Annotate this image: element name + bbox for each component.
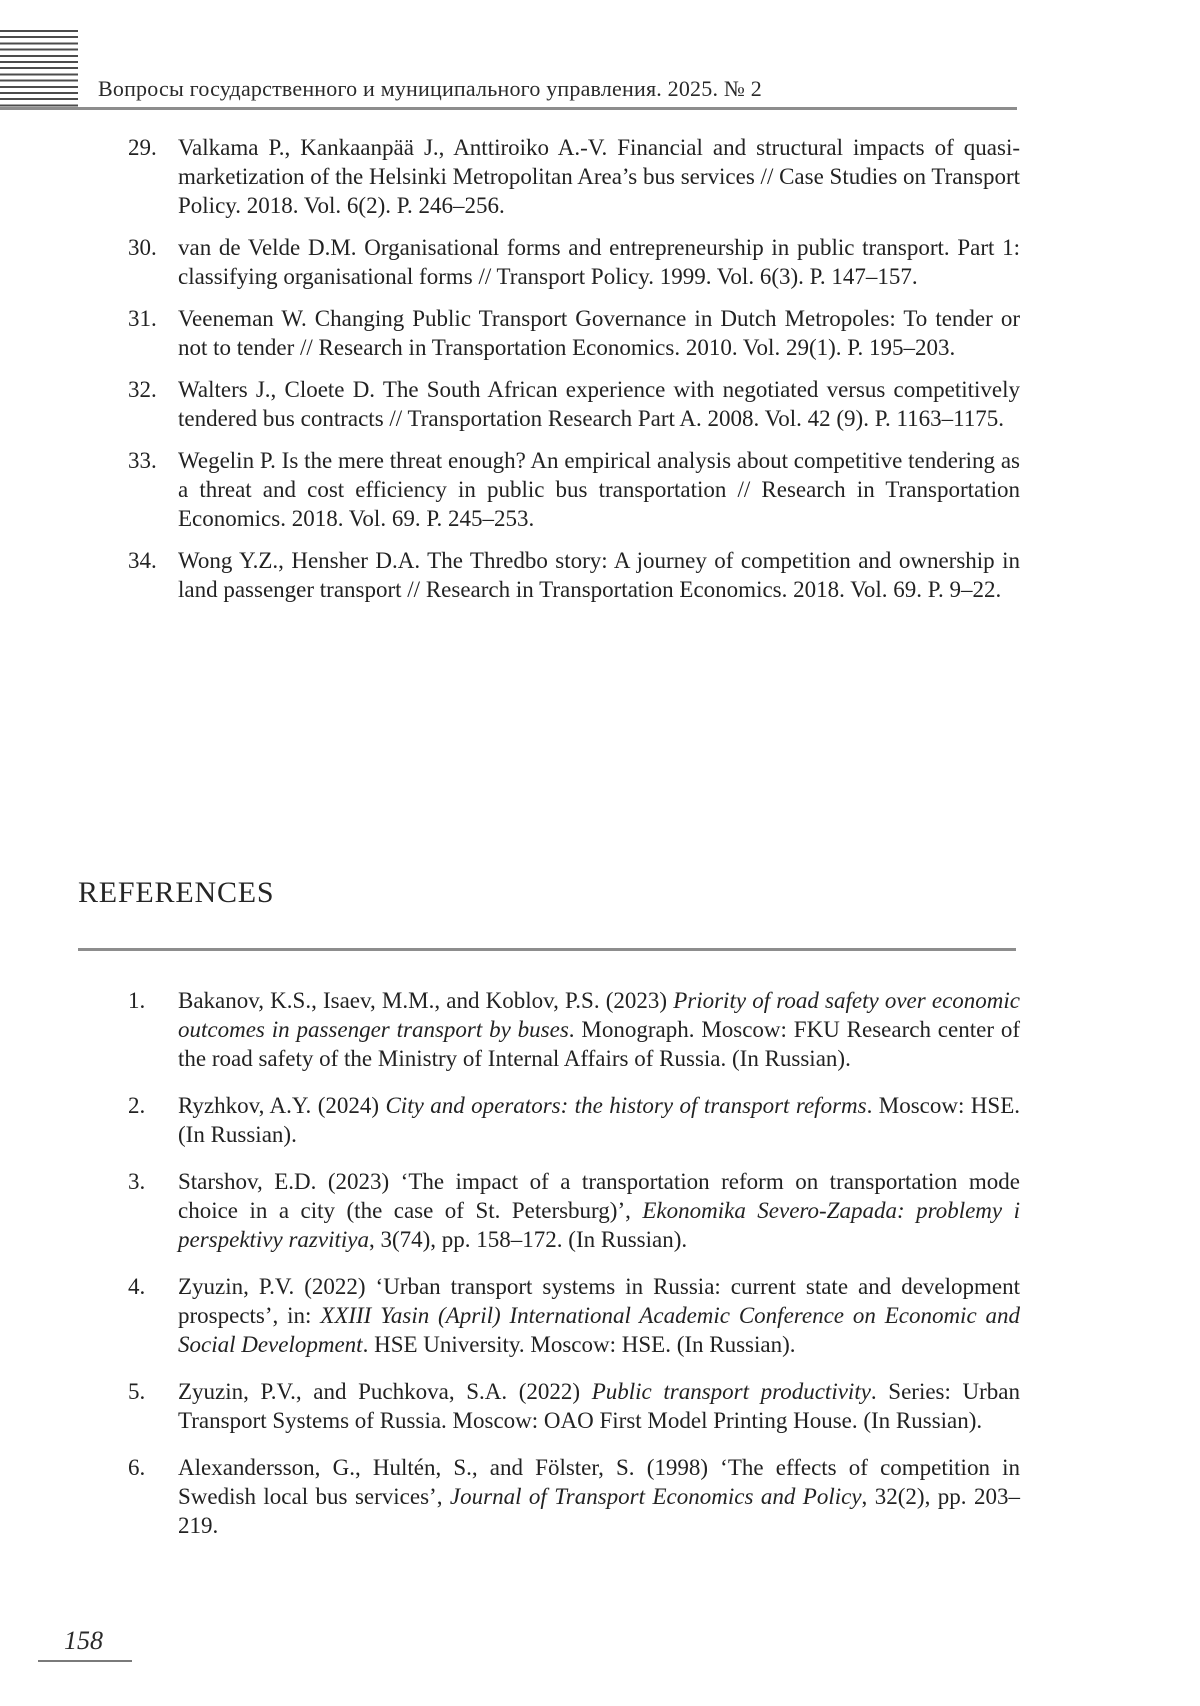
reference-number: 1. xyxy=(128,988,146,1013)
reference-text: Zyuzin, P.V., and Puchkova, S.A. (2022) Public transport productivity. Series: Urban Transport Systems of Russia. Moscow: OAO First Model Printing House. (In Russian). xyxy=(178,1379,1021,1433)
reference-number: 30. xyxy=(128,235,157,260)
reference-number: 6. xyxy=(128,1455,146,1480)
reference-number: 32. xyxy=(128,377,157,402)
reference-text: Alexandersson, G., Hultén, S., and Fölster, S. (1998) ‘The effects of competition in Swedish local bus services’, Journal of Transport Economics and Policy, 32(2), pp. 203–219. xyxy=(178,1455,1020,1538)
reference-item xyxy=(128,546,1020,604)
reference-text: Valkama P., Kankaanpää J., Anttiroiko A.-V. Financial and structural impacts of quasi-marketization of the Helsinki Metropolitan Area’s bus services // Case Studies on Transport Policy. 2018. Vol. 6(2). P. 246–256. xyxy=(178,135,1020,218)
reference-item xyxy=(128,1272,1020,1359)
reference-item xyxy=(128,446,1020,533)
bibliography-list xyxy=(128,133,1020,617)
reference-text: Bakanov, K.S., Isaev, M.M., and Koblov, P.S. (2023) Priority of road safety over economic outcomes in passenger transport by buses. Monograph. Moscow: FKU Research center of the road safety of the Ministry of Internal Affairs of Russia. (In Russian). xyxy=(178,988,1020,1071)
reference-text: Wong Y.Z., Hensher D.A. The Thredbo story: A journey of competition and ownership in land passenger transport // Research in Transportation Economics. 2018. Vol. 69. P. 9–22. xyxy=(178,548,1020,602)
journal-logo-lines xyxy=(0,30,78,110)
reference-number: 2. xyxy=(128,1093,146,1118)
reference-text: Walters J., Cloete D. The South African experience with negotiated versus competitively tendered bus contracts // Transportation Research Part A. 2008. Vol. 42 (9). P. 1163–1175. xyxy=(178,377,1020,431)
references-rule xyxy=(78,948,1016,951)
reference-text: Wegelin P. Is the mere threat enough? An empirical analysis about competitive tendering as a threat and cost efficiency in public bus transportation // Research in Transportation Economics. 2018. Vol. 69. P. 245–253. xyxy=(178,448,1020,531)
reference-text: van de Velde D.M. Organisational forms and entrepreneurship in public transport. Part 1: classifying organisational forms // Transport Policy. 1999. Vol. 6(3). P. 147–157. xyxy=(178,235,1020,289)
journal-header-title: Вопросы государственного и муниципального управления. 2025. № 2 xyxy=(98,76,762,101)
header-rule xyxy=(0,107,1017,110)
reference-item xyxy=(128,133,1020,220)
reference-item xyxy=(128,1377,1020,1435)
reference-text: Veeneman W. Changing Public Transport Governance in Dutch Metropoles: To tender or not to tender // Research in Transportation Economics. 2010. Vol. 29(1). P. 195–203. xyxy=(178,306,1020,360)
reference-number: 4. xyxy=(128,1274,146,1299)
reference-text: Starshov, E.D. (2023) ‘The impact of a transportation reform on transportation mode choice in a city (the case of St. Petersburg)’, Ekonomika Severo-Zapada: problemy i perspektivy razvitiya, 3(74), pp. 158–172. (In Russian). xyxy=(178,1169,1020,1252)
page-number-rule xyxy=(38,1660,132,1662)
reference-number: 33. xyxy=(128,448,157,473)
references-heading: REFERENCES xyxy=(78,876,275,909)
reference-text: Ryzhkov, A.Y. (2024) City and operators: the history of transport reforms. Moscow: HSE. (In Russian). xyxy=(178,1093,1020,1147)
references-list xyxy=(128,986,1020,1558)
reference-number: 5. xyxy=(128,1379,146,1404)
page-number: 158 xyxy=(64,1626,103,1655)
reference-item xyxy=(128,375,1020,433)
reference-item xyxy=(128,1167,1020,1254)
reference-item xyxy=(128,986,1020,1073)
reference-item xyxy=(128,304,1020,362)
reference-number: 3. xyxy=(128,1169,146,1194)
reference-number: 34. xyxy=(128,548,157,573)
reference-item xyxy=(128,1453,1020,1540)
reference-item xyxy=(128,1091,1020,1149)
reference-number: 29. xyxy=(128,135,157,160)
reference-number: 31. xyxy=(128,306,157,331)
reference-text: Zyuzin, P.V. (2022) ‘Urban transport systems in Russia: current state and development prospects’, in: XXIII Yasin (April) International Academic Conference on Economic and Social Development. HSE University. Moscow: HSE. (In Russian). xyxy=(178,1274,1021,1357)
reference-item xyxy=(128,233,1020,291)
